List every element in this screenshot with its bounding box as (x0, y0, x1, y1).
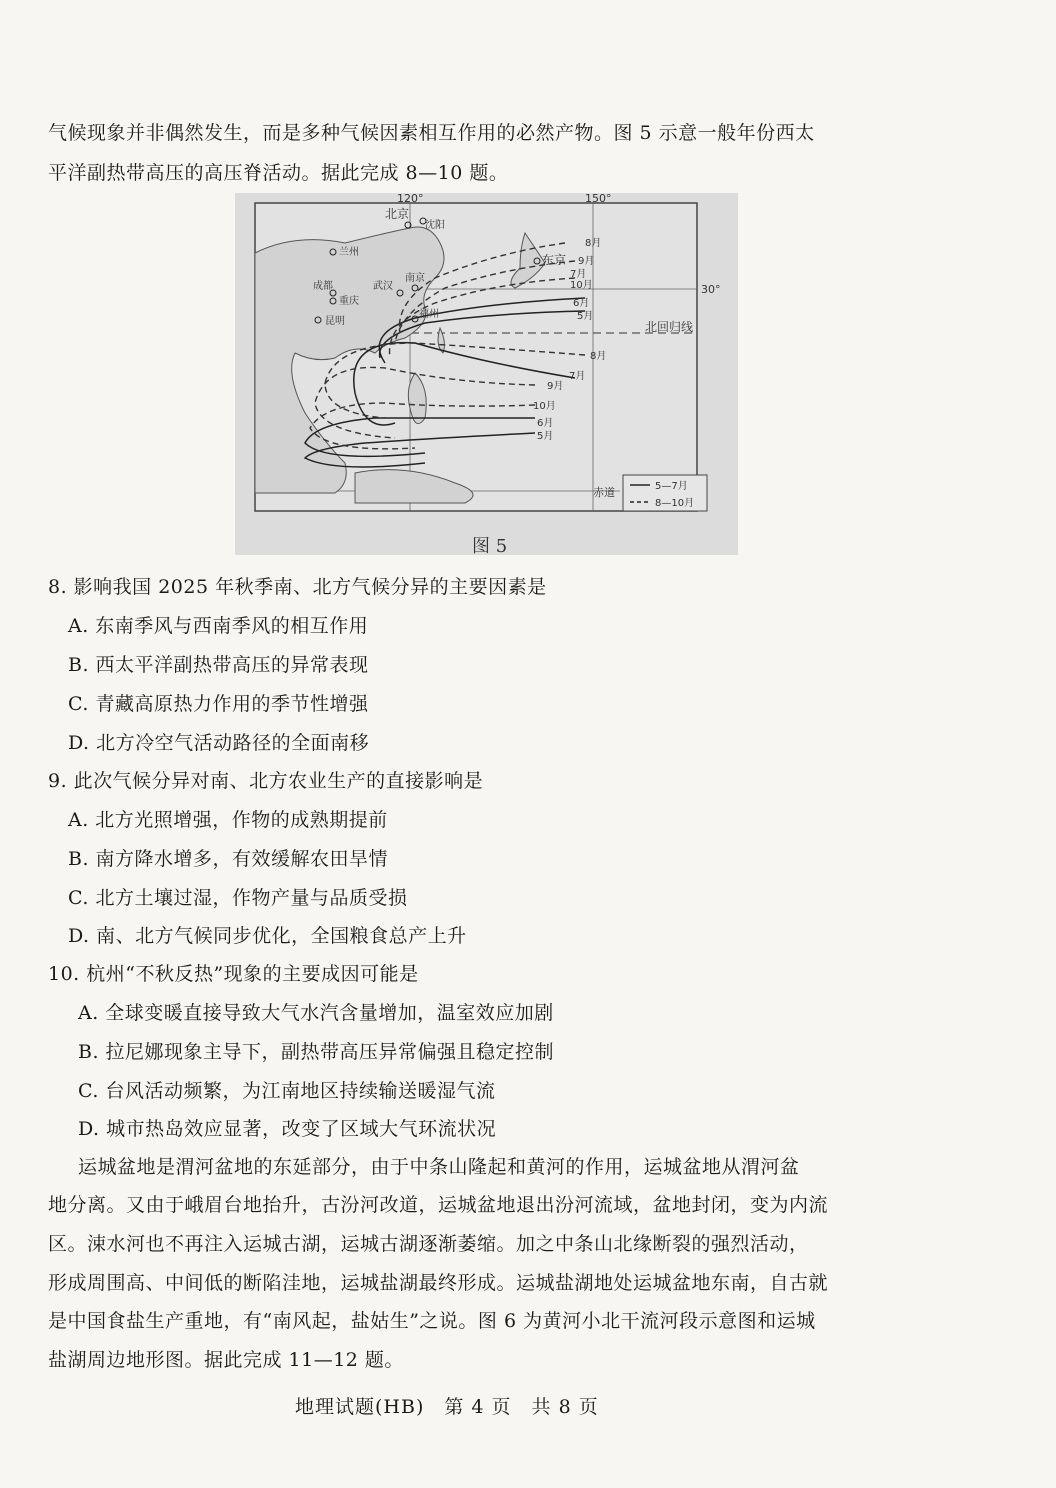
lon-label: 150° (585, 193, 612, 205)
q8-option-b: B. 西太平洋副热带高压的异常表现 (68, 654, 369, 676)
month-label: 10月 (570, 280, 593, 291)
city-label: 兰州 (339, 247, 359, 258)
passage-line-5: 是中国食盐生产重地，有“南风起，盐姑生”之说。图 6 为黄河小北干流河段示意图和运城 (48, 1310, 816, 1332)
city-label: 昆明 (325, 316, 345, 327)
q9-option-a: A. 北方光照增强，作物的成熟期提前 (68, 809, 388, 831)
q10-option-c: C. 台风活动频繁，为江南地区持续输送暖湿气流 (78, 1080, 496, 1102)
q8-option-d: D. 北方冷空气活动路径的全面南移 (68, 732, 370, 754)
equator-label: 赤道 (593, 486, 615, 499)
q10-option-a: A. 全球变暖直接导致大气水汽含量增加，温室效应加剧 (78, 1002, 554, 1024)
q9-option-d: D. 南、北方气候同步优化，全国粮食总产上升 (68, 925, 467, 947)
city-label: 福州 (419, 309, 439, 320)
month-label: 9月 (547, 381, 564, 392)
q10-option-b: B. 拉尼娜现象主导下，副热带高压异常偏强且稳定控制 (78, 1041, 555, 1063)
lat-label: 30° (701, 283, 721, 296)
passage-line-2: 地分离。又由于峨眉台地抬升，古汾河改道，运城盆地退出汾河流域，盆地封闭，变为内流 (48, 1194, 829, 1216)
month-label: 5月 (537, 431, 554, 442)
q8-stem: 8. 影响我国 2025 年秋季南、北方气候分异的主要因素是 (48, 576, 547, 598)
city-label: 沈阳 (425, 220, 445, 231)
month-label: 7月 (569, 371, 586, 382)
city-label: 成都 (313, 281, 333, 292)
city-label: 南京 (405, 273, 425, 284)
month-label: 6月 (573, 298, 590, 309)
lon-label: 120° (397, 193, 424, 205)
tropic-label: 北回归线 (645, 320, 694, 334)
legend-solid-label: 5—7月 (655, 481, 688, 492)
intro-line-2: 平洋副热带高压的高压脊活动。据此完成 8—10 题。 (48, 162, 509, 184)
month-label: 7月 (570, 269, 587, 280)
city-label: 北京 (385, 207, 410, 221)
month-label: 6月 (537, 418, 554, 429)
passage-line-6: 盐湖周边地形图。据此完成 11—12 题。 (48, 1349, 404, 1371)
intro-line-1: 气候现象并非偶然发生，而是多种气候因素相互作用的必然产物。图 5 示意一般年份西太 (48, 122, 815, 144)
passage-line-3: 区。涑水河也不再注入运城古湖，运城古湖逐渐萎缩。加之中条山北缘断裂的强烈活动， (48, 1233, 809, 1255)
q10-stem: 10. 杭州“不秋反热”现象的主要成因可能是 (48, 963, 419, 985)
q9-stem: 9. 此次气候分异对南、北方农业生产的直接影响是 (48, 770, 484, 792)
figure-5-map (235, 193, 738, 555)
passage-line-4: 形成周围高、中间低的断陷洼地，运城盐湖最终形成。运城盐湖地处运城盆地东南，自古就 (48, 1272, 829, 1294)
passage-line-1: 运城盆地是渭河盆地的东延部分，由于中条山隆起和黄河的作用，运城盆地从渭河盆 (78, 1156, 800, 1178)
q8-option-a: A. 东南季风与西南季风的相互作用 (68, 615, 369, 637)
month-label: 10月 (533, 401, 556, 412)
city-label: 武汉 (373, 281, 393, 292)
q10-option-d: D. 城市热岛效应显著，改变了区域大气环流状况 (78, 1118, 497, 1140)
month-label: 8月 (590, 351, 607, 362)
city-label: 东京 (542, 253, 567, 267)
page-footer: 地理试题(HB) 第 4 页 共 8 页 (295, 1396, 599, 1418)
q9-option-b: B. 南方降水增多，有效缓解农田旱情 (68, 848, 389, 870)
month-label: 5月 (577, 311, 594, 322)
legend-dashed-label: 8—10月 (655, 498, 695, 509)
city-label: 重庆 (339, 296, 359, 307)
month-label: 9月 (578, 256, 595, 267)
q8-option-c: C. 青藏高原热力作用的季节性增强 (68, 693, 369, 715)
figure-5-caption: 图 5 (472, 536, 508, 557)
q9-option-c: C. 北方土壤过湿，作物产量与品质受损 (68, 887, 408, 909)
month-label: 8月 (585, 238, 602, 249)
